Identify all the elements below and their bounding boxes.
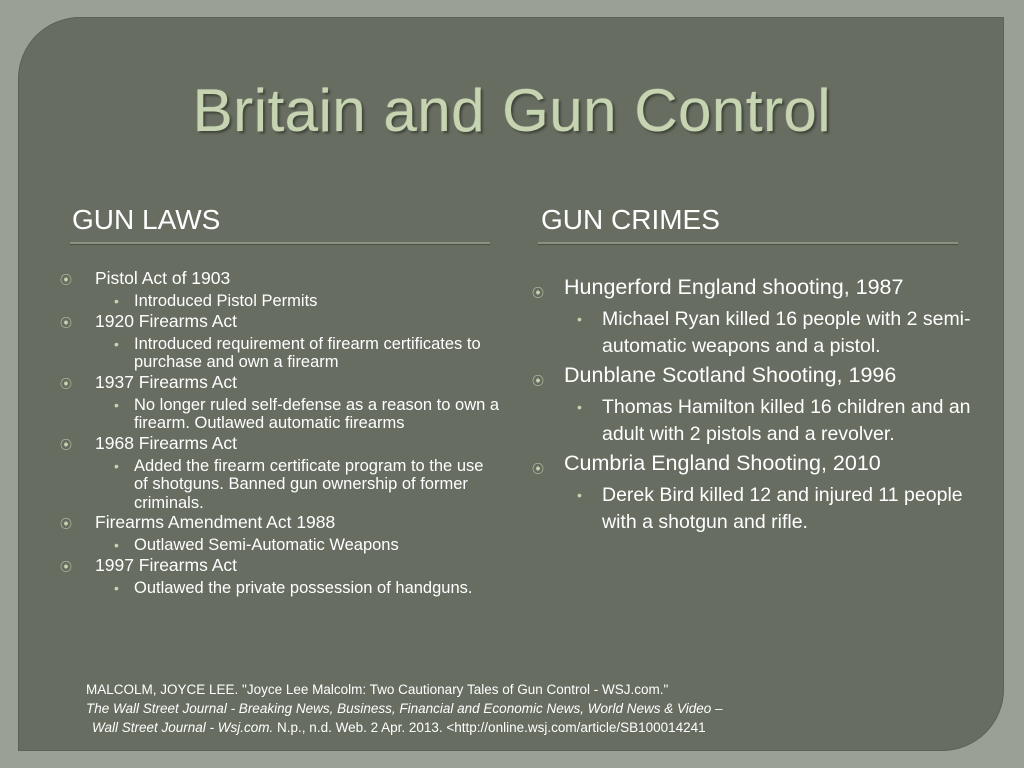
dot-bullet-icon: • <box>577 399 582 415</box>
gun-laws-heading: GUN LAWS <box>72 204 221 235</box>
list-item: ⦿ 1937 Firearms Act <box>60 371 237 392</box>
slide-title: Britain and Gun Control <box>192 77 832 144</box>
list-item: ⦿ Cumbria England Shooting, 2010 <box>532 448 972 478</box>
dot-bullet-icon: • <box>114 293 119 309</box>
dot-bullet-icon: • <box>577 487 582 503</box>
list-item: ⦿ Firearms Amendment Act 1988 <box>60 512 336 532</box>
circle-bullet-icon: ⦿ <box>532 374 545 388</box>
citation-line-3: Wall Street Journal - Wsj.com. N.p., n.d. Web. 2 Apr. 2013. <http://online.wsj.com/article/SB100014241 <box>92 720 706 735</box>
sub-list-item: • Michael Ryan killed 16 people with 2 semi-automatic weapons and a pistol. <box>577 308 971 357</box>
sub-list-item: • Outlawed the private possession of handguns. <box>114 578 473 597</box>
circle-bullet-icon: ⦿ <box>532 462 545 476</box>
circle-bullet-icon: ⦿ <box>60 315 73 330</box>
sub-list-item: • Derek Bird killed 12 and injured 11 people with a shotgun and rifle. <box>577 484 963 533</box>
citation-line-1: MALCOLM, JOYCE LEE. "Joyce Lee Malcolm: Two Cautionary Tales of Gun Control - WSJ.com." <box>86 682 669 697</box>
circle-bullet-icon: ⦿ <box>60 273 73 287</box>
sub-list-item: • Added the firearm certificate program to the use of shotguns. Banned gun ownership of former criminals. <box>114 456 484 512</box>
circle-bullet-icon: ⦿ <box>60 559 73 574</box>
dot-bullet-icon: • <box>114 579 119 596</box>
right-heading-rule <box>538 242 958 245</box>
sub-list-item: • Thomas Hamilton killed 16 children and an adult with 2 pistols and a revolver. <box>577 396 971 445</box>
dot-bullet-icon: • <box>114 457 119 474</box>
list-item: ⦿ 1997 Firearms Act <box>60 554 237 575</box>
sub-list-item: • Introduced requirement of firearm certificates to purchase and own a firearm <box>114 334 481 371</box>
dot-bullet-icon: • <box>114 396 119 413</box>
sub-list-item: • No longer ruled self-defense as a reason to own a firearm. Outlawed automatic firearms <box>114 395 500 432</box>
gun-crimes-list <box>532 272 972 536</box>
sub-list-item: • Introduced Pistol Permits <box>114 292 318 310</box>
citation-line-2: The Wall Street Journal - Breaking News, Business, Financial and Economic News, World News & Video – <box>86 701 723 716</box>
dot-bullet-icon: • <box>114 537 119 553</box>
dot-bullet-icon: • <box>577 311 582 327</box>
list-item: ⦿ Hungerford England shooting, 1987 <box>532 272 972 302</box>
dot-bullet-icon: • <box>114 335 119 352</box>
citation <box>86 680 986 737</box>
sub-list-item: • Outlawed Semi-Automatic Weapons <box>114 536 399 554</box>
list-item: ⦿ Pistol Act of 1903 <box>60 268 231 288</box>
gun-crimes-heading: GUN CRIMES <box>541 204 720 235</box>
circle-bullet-icon: ⦿ <box>60 376 73 391</box>
left-heading-rule <box>70 242 490 245</box>
circle-bullet-icon: ⦿ <box>532 286 545 300</box>
list-item: ⦿ 1920 Firearms Act <box>60 310 237 331</box>
gun-laws-list <box>60 268 500 597</box>
list-item: ⦿ 1968 Firearms Act <box>60 432 237 453</box>
circle-bullet-icon: ⦿ <box>60 517 73 531</box>
circle-bullet-icon: ⦿ <box>60 437 73 452</box>
list-item: ⦿ Dunblane Scotland Shooting, 1996 <box>532 360 972 390</box>
